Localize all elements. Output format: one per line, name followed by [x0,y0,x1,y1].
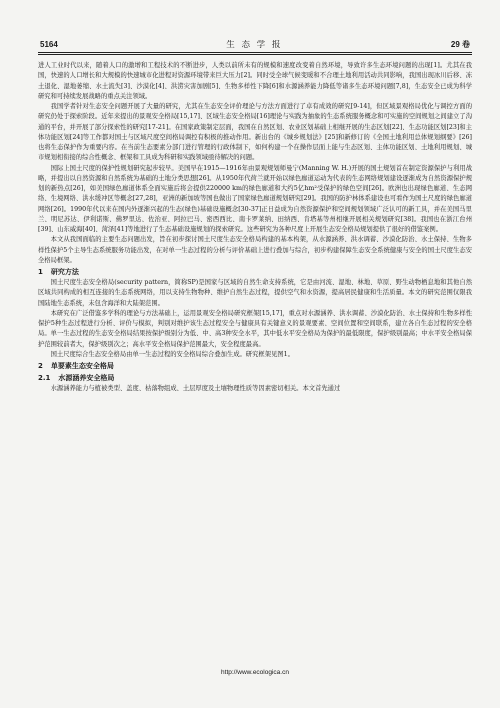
paragraph: 国土尺度综合生态安全格局由单一生态过程的安全格局综合叠加生成。研究框架见图1。 [50,350,294,358]
section-number: 2 [38,362,43,370]
section-heading [38,361,472,372]
paragraph: 本研究在广泛借鉴多学科的理论与方法基础上，运用景观安全格局研究框架[15,17]，重点对水源涵养、洪水调蓄、沙漠化防治、水土保持和生物多样性保护5种生态过程进行分析、评价与模拟，判别对维护该生态过程安全与健康具有关键意义的景观要素、空间位置和空间联系，建立各自生态过程的安全格局。单一生态过程的生态安全格局结果按保护级别分为低、中、高3种安全水平，其中低水平安全格局为保护的最低限度，保护级别最高；中水平安全格局保护范围较前者大，保护级别次之；高水平安全格局保护范围最大，安全程度最高。 [38,309,472,348]
section-number: 1 [38,268,43,276]
journal-title: 生 态 学 报 [226,40,283,50]
journal-page [38,40,472,680]
article-body [38,61,472,394]
paragraph: 国际上国土尺度的保护性规划研究起步较早。美国早在1915—1916年由景观规划师曼宁(Manning W. H.)开展的国土规划首在制定资源保护与利用战略，并提出以自然资源和自然系统为基础的土地分类思想[26]。从1950年代荷兰就开始以绿色廊道运动为代表的生态网络规划建设逐渐成为自然资源保护规划的新热点[26]，如美国绿色廊道体系全面实施后将会提供220000 km的绿色廊道和大约5亿hm²受保护的绿色空间[26]。欧洲也出现绿色廊道、生态网络、生境网络、洪水缓冲区等概念[27,28]，亚洲的新加坡等国也做出了国家绿色廊道规划研究[29]。我国的防护林体系建设也可看作为国土尺度的绿色廊道网络[26]。1990年代以来在国内外逐渐兴起的生态(绿色)基础设施概念[30-37]正日益成为自然资源保护和空间规划领域广泛认可的新工具，并在美国马里兰、明尼苏达、伊利诺斯、佛罗里达、佐治亚、阿拉巴马、密西西比、南卡罗莱纳、田纳西、肯塔基等州相继开展相关规划研究[38]。我国也在浙江台州[39]、山东威海[40]、菏泽[41]等地进行了生态基础设施规划的探索研究。这些研究为各种尺度上开展生态安全格局规划提供了很好的借鉴案例。 [38,164,472,233]
volume-label: 29 卷 [450,40,470,49]
section-title: 单要素生态安全格局 [50,362,114,370]
paragraph: 我国学者针对生态安全问题开展了大量的研究，尤其在生态安全评价理论与方法方面进行了卓有成效的研究[9-14]，但区域景观格局优化与调控方面的研究仍处于探索阶段。近年来提出的景观安全格局[15,17]、区域生态安全格局[16]理论与实践为抽象的生态系统服务概念和可实施的空间规划之间建立了沟通的平台，并开展了部分探索性的研究[17-21]。在国家政策制定层面，我国在自然区划、农业区划基础上相继开展的生态区划[22]、生态功能区划[23]和主体功能区划[24]等工作都对国土与区域尺度空间格局调控有积极的推动作用。新出台的《城乡规划法》[25]和新修订的《全国土地利用总体规划纲要》[26]也将生态保护作为重要内容。在当前生态要素分部门进行管理的行政体制下，如何构建一个在操作层面上能与生态区划、主体功能区划、土地利用规划、城市规划相衔接的综合性概念、框架和工具成为科研和实践领域亟待解决的问题。 [38,103,472,162]
running-header [38,40,472,52]
paragraph: 进人工业时代以来，随着人口的激增和工程技术的不断进步，人类以前所未有的规模和速度改变着自然环境，导致许多生态环境问题的出现[1]。尤其在我国，快速的人口增长和大规模的快速城市化进程对资源环境带来巨大压力[2]。同时受全球气候变暖和不合理土地利用活动共同影响，我国出现冰川后移、冻土退化、湿地萎缩、水土流失[3]、沙漠化[4]、洪涝灾害加剧[5]、生物多样性下降[6]和水源涵养能力降低等诸多生态环境问题[7,8]，生态安全已成为科学研究和可持续发展战略的重点关注领域。 [38,62,472,100]
subsection-title: 水源涵养安全格局 [58,374,115,382]
subsection-number: 2.1 [38,374,51,382]
footer-url: http://www.ecologica.cn [221,669,289,676]
paragraph: 国土尺度生态安全格局(security pattern，简称SP)是国家与区域的自然生命支持系统，它是由河流、湿地、林地、草原、野生动物栖息地和其他自然区域共同构成的相互连接的生态系统网络，用以支持生物物种、维护自然生态过程，提供空气和水资源，提高居民健康和生活质量。本文的研究范围仅限我国陆地生态系统，未包含海洋和大陆架范围。 [38,279,472,307]
paragraph: 本文从我国面临的主要生态问题出发，旨在初步探讨国土尺度生态安全格局构建的基本构架，从水源涵养、洪水调蓄、沙漠化防治、水土保持、生物多样性保护5个主导生态系统服务功能出发，在对单一生态过程的分析与评价基础上进行叠加与综合，初步构建保障生态安全系统健康与安全的国土尺度生态安全格局框架。 [38,236,472,264]
paragraph: 水源涵养能力与植被类型、盖度、枯落物组成、土层厚度及土壤物理性质等因素密切相关。本文首先通过 [50,385,341,392]
subsection-heading [38,373,472,384]
header-rule [38,52,472,55]
section-title: 研究方法 [50,268,79,276]
section-heading [38,267,472,278]
page-number: 5164 [40,40,58,49]
